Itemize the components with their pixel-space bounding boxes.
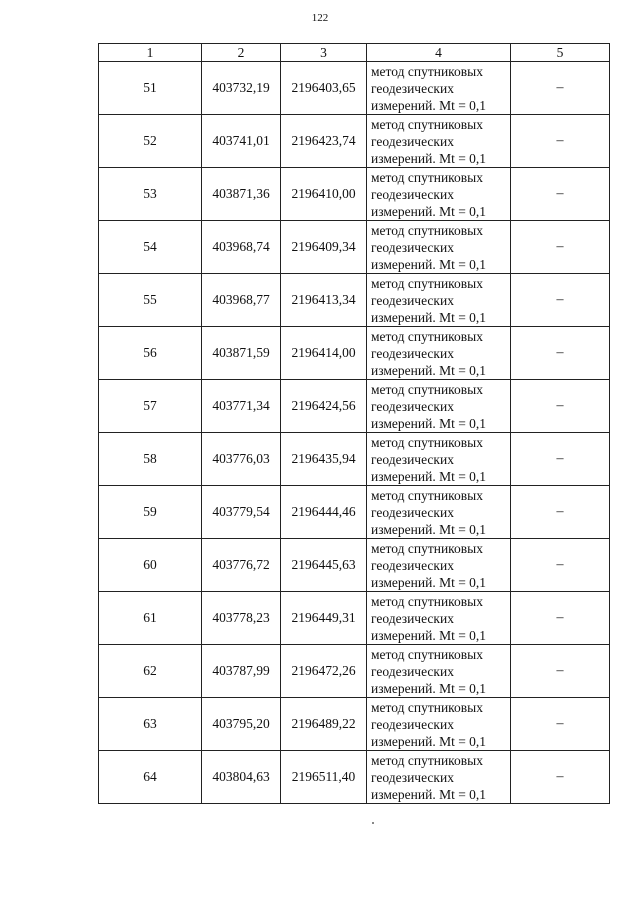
- method-line: измерений. Mt = 0,1: [371, 97, 487, 113]
- y-coordinate-cell: 2196410,00: [281, 168, 367, 221]
- table-row: [99, 645, 610, 698]
- method-line: геодезических: [371, 716, 454, 732]
- table-row: [99, 751, 610, 804]
- method-cell: [367, 115, 511, 168]
- method-line: метод спутниковых: [371, 752, 483, 768]
- column-5-cell: –: [511, 380, 610, 433]
- x-coordinate-cell: 403778,23: [202, 592, 281, 645]
- method-cell: [367, 62, 511, 115]
- table-row: [99, 274, 610, 327]
- method-line: геодезических: [371, 133, 454, 149]
- table-row: [99, 221, 610, 274]
- method-cell: [367, 433, 511, 486]
- point-number-cell: 60: [99, 539, 202, 592]
- method-line: геодезических: [371, 451, 454, 467]
- method-line: геодезических: [371, 80, 454, 96]
- point-number-cell: 61: [99, 592, 202, 645]
- column-5-cell: –: [511, 274, 610, 327]
- column-header-3: 3: [281, 44, 367, 62]
- method-line: метод спутниковых: [371, 328, 483, 344]
- y-coordinate-cell: 2196444,46: [281, 486, 367, 539]
- column-5-cell: –: [511, 115, 610, 168]
- x-coordinate-cell: 403795,20: [202, 698, 281, 751]
- point-number-cell: 54: [99, 221, 202, 274]
- method-line: метод спутниковых: [371, 487, 483, 503]
- table-row: [99, 327, 610, 380]
- method-line: геодезических: [371, 557, 454, 573]
- method-line: измерений. Mt = 0,1: [371, 415, 487, 431]
- method-line: геодезических: [371, 504, 454, 520]
- x-coordinate-cell: 403804,63: [202, 751, 281, 804]
- x-coordinate-cell: 403968,74: [202, 221, 281, 274]
- point-number-cell: 64: [99, 751, 202, 804]
- method-cell: [367, 168, 511, 221]
- column-5-cell: –: [511, 221, 610, 274]
- method-line: измерений. Mt = 0,1: [371, 468, 487, 484]
- method-line: метод спутниковых: [371, 381, 483, 397]
- method-line: метод спутниковых: [371, 222, 483, 238]
- point-number-cell: 58: [99, 433, 202, 486]
- point-number-cell: 63: [99, 698, 202, 751]
- method-line: измерений. Mt = 0,1: [371, 256, 487, 272]
- page-number: 122: [311, 12, 329, 24]
- method-line: измерений. Mt = 0,1: [371, 786, 487, 802]
- method-cell: [367, 327, 511, 380]
- scan-speck: [372, 822, 374, 824]
- table-row: [99, 486, 610, 539]
- method-line: метод спутниковых: [371, 646, 483, 662]
- method-line: метод спутниковых: [371, 116, 483, 132]
- column-header-1: 1: [99, 44, 202, 62]
- point-number-cell: 51: [99, 62, 202, 115]
- method-line: измерений. Mt = 0,1: [371, 574, 487, 590]
- method-cell: [367, 274, 511, 327]
- column-5-cell: –: [511, 327, 610, 380]
- point-number-cell: 62: [99, 645, 202, 698]
- point-number-cell: 52: [99, 115, 202, 168]
- method-cell: [367, 592, 511, 645]
- method-line: геодезических: [371, 663, 454, 679]
- y-coordinate-cell: 2196403,65: [281, 62, 367, 115]
- method-line: метод спутниковых: [371, 593, 483, 609]
- coordinates-table: [98, 43, 610, 804]
- column-5-cell: –: [511, 592, 610, 645]
- y-coordinate-cell: 2196409,34: [281, 221, 367, 274]
- point-number-cell: 55: [99, 274, 202, 327]
- table-header-row: [99, 44, 610, 62]
- column-5-cell: –: [511, 486, 610, 539]
- method-line: геодезических: [371, 345, 454, 361]
- table-row: [99, 62, 610, 115]
- point-number-cell: 57: [99, 380, 202, 433]
- method-line: измерений. Mt = 0,1: [371, 203, 487, 219]
- method-line: метод спутниковых: [371, 540, 483, 556]
- column-5-cell: –: [511, 62, 610, 115]
- table-row: [99, 698, 610, 751]
- x-coordinate-cell: 403776,72: [202, 539, 281, 592]
- x-coordinate-cell: 403779,54: [202, 486, 281, 539]
- point-number-cell: 53: [99, 168, 202, 221]
- y-coordinate-cell: 2196449,31: [281, 592, 367, 645]
- method-line: измерений. Mt = 0,1: [371, 733, 487, 749]
- x-coordinate-cell: 403776,03: [202, 433, 281, 486]
- column-header-5: 5: [511, 44, 610, 62]
- method-line: измерений. Mt = 0,1: [371, 309, 487, 325]
- method-line: геодезических: [371, 769, 454, 785]
- x-coordinate-cell: 403787,99: [202, 645, 281, 698]
- column-header-2: 2: [202, 44, 281, 62]
- x-coordinate-cell: 403871,36: [202, 168, 281, 221]
- method-line: метод спутниковых: [371, 63, 483, 79]
- method-line: геодезических: [371, 398, 454, 414]
- method-line: измерений. Mt = 0,1: [371, 150, 487, 166]
- y-coordinate-cell: 2196489,22: [281, 698, 367, 751]
- y-coordinate-cell: 2196413,34: [281, 274, 367, 327]
- method-line: геодезических: [371, 292, 454, 308]
- x-coordinate-cell: 403871,59: [202, 327, 281, 380]
- method-line: измерений. Mt = 0,1: [371, 362, 487, 378]
- column-5-cell: –: [511, 698, 610, 751]
- method-line: геодезических: [371, 239, 454, 255]
- method-line: измерений. Mt = 0,1: [371, 521, 487, 537]
- y-coordinate-cell: 2196423,74: [281, 115, 367, 168]
- column-5-cell: –: [511, 751, 610, 804]
- y-coordinate-cell: 2196424,56: [281, 380, 367, 433]
- y-coordinate-cell: 2196511,40: [281, 751, 367, 804]
- y-coordinate-cell: 2196435,94: [281, 433, 367, 486]
- table-row: [99, 168, 610, 221]
- x-coordinate-cell: 403741,01: [202, 115, 281, 168]
- method-cell: [367, 380, 511, 433]
- method-cell: [367, 486, 511, 539]
- method-line: метод спутниковых: [371, 699, 483, 715]
- table-row: [99, 115, 610, 168]
- x-coordinate-cell: 403968,77: [202, 274, 281, 327]
- method-cell: [367, 698, 511, 751]
- x-coordinate-cell: 403732,19: [202, 62, 281, 115]
- table-row: [99, 539, 610, 592]
- y-coordinate-cell: 2196472,26: [281, 645, 367, 698]
- method-line: метод спутниковых: [371, 169, 483, 185]
- point-number-cell: 56: [99, 327, 202, 380]
- method-line: метод спутниковых: [371, 275, 483, 291]
- method-cell: [367, 539, 511, 592]
- column-5-cell: –: [511, 168, 610, 221]
- method-line: геодезических: [371, 186, 454, 202]
- method-line: метод спутниковых: [371, 434, 483, 450]
- column-5-cell: –: [511, 645, 610, 698]
- method-line: измерений. Mt = 0,1: [371, 680, 487, 696]
- method-cell: [367, 751, 511, 804]
- method-line: геодезических: [371, 610, 454, 626]
- x-coordinate-cell: 403771,34: [202, 380, 281, 433]
- column-5-cell: –: [511, 433, 610, 486]
- method-cell: [367, 221, 511, 274]
- column-5-cell: –: [511, 539, 610, 592]
- table-row: [99, 380, 610, 433]
- table-row: [99, 433, 610, 486]
- y-coordinate-cell: 2196445,63: [281, 539, 367, 592]
- column-header-4: 4: [367, 44, 511, 62]
- method-cell: [367, 645, 511, 698]
- table-row: [99, 592, 610, 645]
- point-number-cell: 59: [99, 486, 202, 539]
- table-body: [99, 62, 610, 804]
- method-line: измерений. Mt = 0,1: [371, 627, 487, 643]
- y-coordinate-cell: 2196414,00: [281, 327, 367, 380]
